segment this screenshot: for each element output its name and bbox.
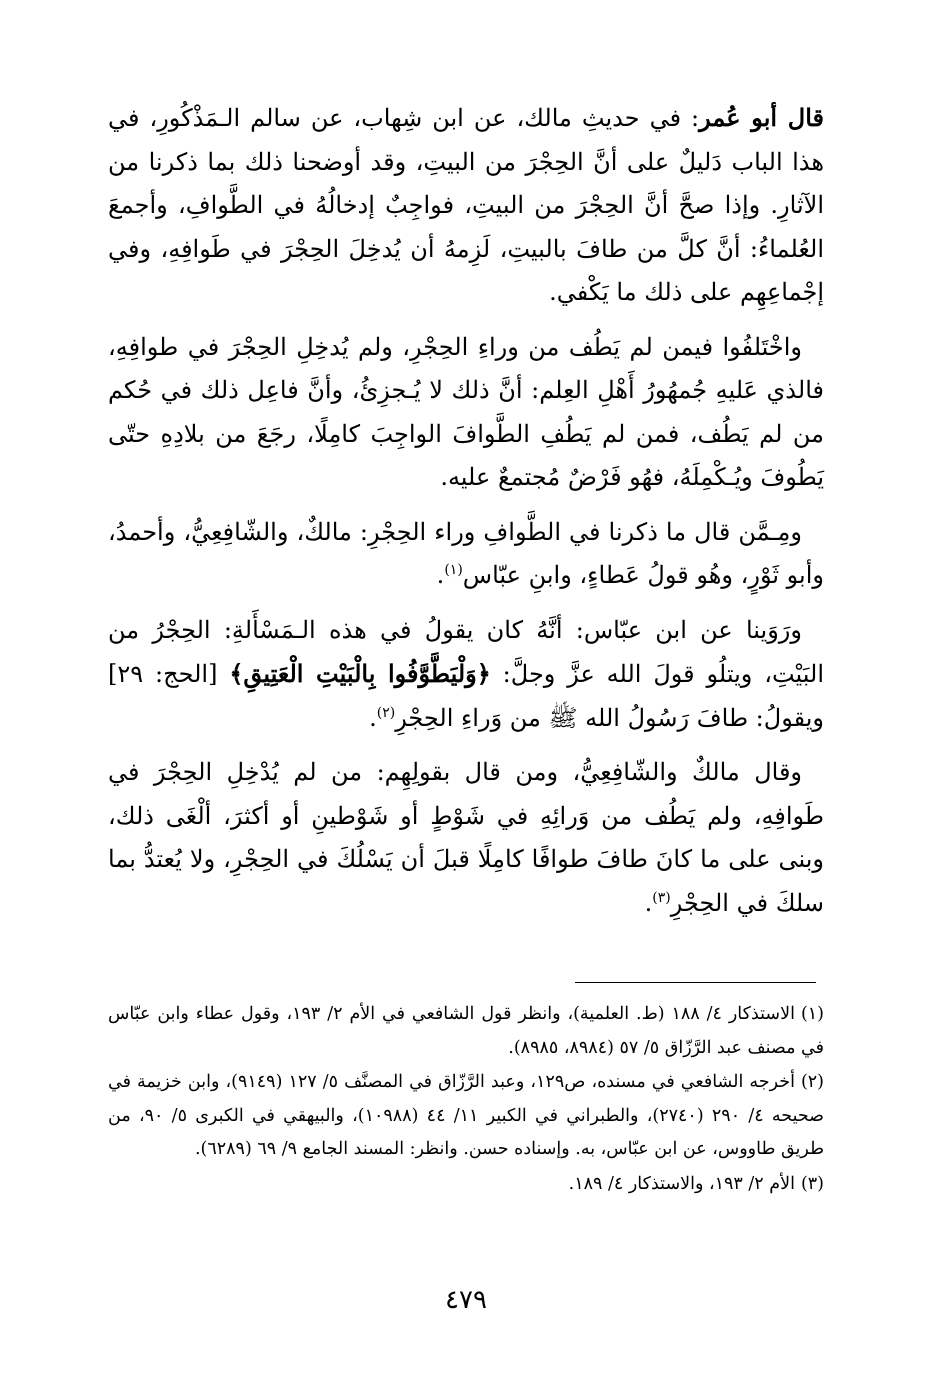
footnote-ref-2[interactable]: (٢) <box>376 704 396 721</box>
page-number: ٤٧٩ <box>445 1285 487 1315</box>
footnotes <box>108 998 824 1202</box>
footnote-number: (٢) <box>800 1072 824 1092</box>
paragraph-text: ورَوَينا عن ابن عبّاس: أنَّهُ كان يقولُ في هذه الـمَسْأَلةِ: الحِجْرُ من البَيْتِ، ويتلُو قولَ الله عزَّ وجلَّ: <box>108 615 824 688</box>
paragraph-text: وقال مالكٌ والشّافِعِيُّ، ومن قال بقولِهِم: من لم يُدْخِلِ الحِجْرَ في طَوافِهِ، ولم يَطُف من وَرائِهِ في شَوْطٍ أو شَوْطينِ أو أكثرَ، ألْغَى ذلك، وبنى على ما كانَ طافَ طوافًا كامِلًا قبلَ أن يَسْلُكَ في الحِجْرِ، ولا يُعتدُّ بما سلكَ في الحِجْرِ <box>108 758 824 917</box>
paragraph-4 <box>108 609 824 741</box>
footnote-1 <box>108 998 824 1065</box>
paragraph-1 <box>108 96 824 315</box>
footnote-2 <box>108 1066 824 1167</box>
paragraph-2 <box>108 326 824 500</box>
paragraph-text: واخْتَلفُوا فيمن لم يَطُف من وراءِ الحِجْرِ، ولم يُدخِلِ الحِجْرَ في طوافِهِ، فالذي عَليهِ جُمهُورُ أَهْلِ العِلم: أنَّ ذلك لا يُـجزِئُ، وأنَّ فاعِل ذلك في حُكم من لم يَطُف، فمن لم يَطُفِ الطَّوافَ الواجِبَ كامِلًا، رجَعَ من بلادِهِ حتّى يَطُوفَ ويُـكْمِلَهُ، فهُو فَرْضٌ مُجتمعٌ عليه. <box>108 332 824 491</box>
quran-verse: ﴿وَلْيَطَّوَّفُوا بِالْبَيْتِ الْعَتِيقِ﴾ <box>229 659 491 688</box>
paragraph-tail: . <box>436 561 445 589</box>
footnote-divider <box>575 982 816 983</box>
paragraph-text: ومِـمَّن قال ما ذكرنا في الطَّوافِ وراء الحِجْرِ: مالكٌ، والشّافِعِيُّ، وأحمدُ، وأبو ثَوْرٍ، وهُو قولُ عَطاءٍ، وابنِ عبّاس <box>108 517 824 589</box>
main-text <box>108 96 824 936</box>
footnote-3 <box>108 1168 824 1202</box>
paragraph-5 <box>108 751 824 925</box>
paragraph-text-continued: [الحج: ٢٩] ويقولُ: طافَ رَسُولُ الله ﷺ من وَراءِ الحِجْرِ <box>108 660 824 732</box>
footnote-number: (١) <box>800 1004 824 1024</box>
footnote-ref-1[interactable]: (١) <box>444 562 463 578</box>
footnote-text: الأم ٢/ ١٩٣، والاستذكار ٤/ ١٨٩. <box>568 1173 795 1194</box>
speaker-lead: قال أبو عُمر <box>699 103 824 132</box>
footnote-text: أخرجه الشافعي في مسنده، ص١٢٩، وعبد الرَّزّاق في المصنَّف ٥/ ١٢٧ (٩١٤٩)، وابن خزيمة في صحيحه ٤/ ٢٩٠ (٢٧٤٠)، والطبراني في الكبير ١١/ ٤٤ (١٠٩٨٨)، والبيهقي في الكبرى ٥/ ٩٠، من طريق طاووس، عن ابن عبّاس، به. وإسناده حسن. وانظر: المسند الجامع ٩/ ٦٩ (٦٢٨٩). <box>108 1072 825 1159</box>
footnote-ref-3[interactable]: (٣) <box>652 889 671 906</box>
paragraph-tail: . <box>369 703 377 732</box>
paragraph-3 <box>108 511 824 598</box>
footnote-number: (٣) <box>800 1173 824 1194</box>
footnote-text: الاستذكار ٤/ ١٨٨ (ط. العلمية)، وانظر قول الشافعي في الأم ٢/ ١٩٣، وقول عطاء وابن عبّاس في مصنف عبد الرَّزّاق ٥/ ٥٧ (٨٩٨٤، ٨٩٨٥). <box>108 1004 824 1058</box>
paragraph-text: : في حديثِ مالك، عن ابن شِهاب، عن سالم الـمَذْكُورِ، في هذا الباب دَليلٌ على أنَّ الحِجْرَ من البيتِ، وقد أوضحنا ذلك بما ذكرنا من الآثارِ. وإذا صحَّ أنَّ الحِجْرَ من البيتِ، فواجِبٌ إدخالُهُ في الطَّوافِ، وأجمعَ العُلماءُ: أنَّ كلَّ من طافَ بالبيتِ، لَزِمهُ أن يُدخِلَ الحِجْرَ في طَوافِهِ، وفي إجْماعِهِم على ذلك ما يَكْفي. <box>108 104 824 306</box>
paragraph-tail: . <box>644 888 653 917</box>
